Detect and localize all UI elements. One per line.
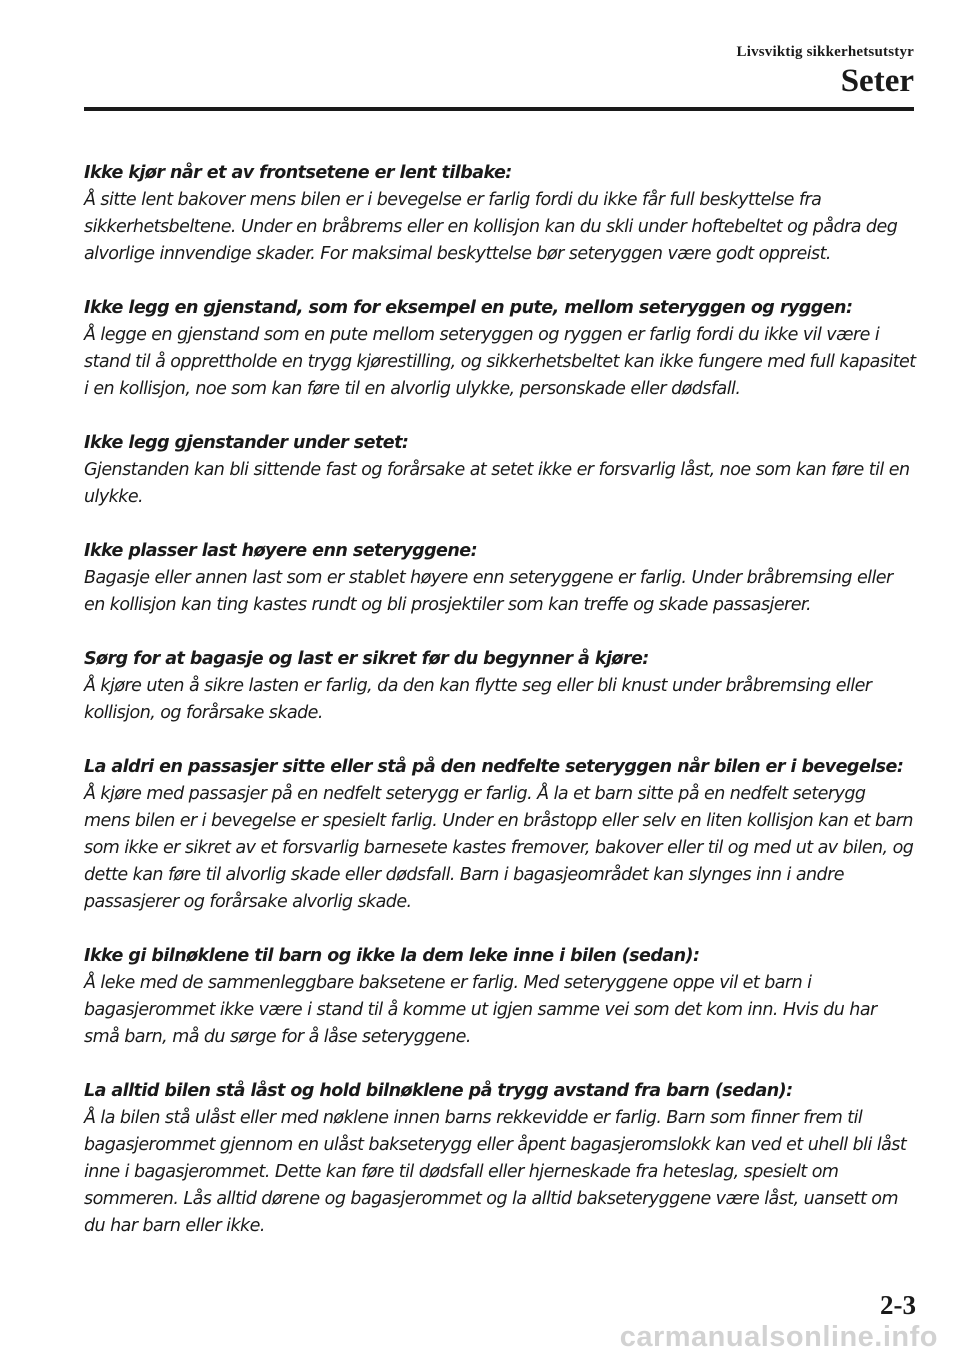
warning-body: Å kjøre med passasjer på en nedfelt seterygg er farlig. Å la et barn sitte på en nedfelt seterygg mens bilen er i bevegelse er spesielt farlig. Under en bråstopp eller selv en liten kollisjon kan et barn som ikke er sikret av et forsvarlig barnesete kastes fremover, bakover eller til og med ut av bilen, og dette kan føre til alvorlig skade eller dødsfall. Barn i bagasjeområdet kan slynges inn i andre passasjerer og forårsake alvorlig skade. — [84, 784, 914, 912]
warning-heading: Ikke legg en gjenstand, som for eksempel en pute, mellom seteryggen og ryggen: — [84, 298, 853, 318]
warning-item — [84, 1078, 916, 1240]
warning-heading: Ikke gi bilnøklene til barn og ikke la dem leke inne i bilen (sedan): — [84, 946, 700, 966]
warning-body: Å kjøre uten å sikre lasten er farlig, da den kan flytte seg eller bli knust under bråbremsing eller kollisjon, og forårsake skade. — [84, 676, 872, 723]
warning-heading: La aldri en passasjer sitte eller stå på den nedfelte seteryggen når bilen er i bevegelse: — [84, 757, 904, 777]
header-divider — [84, 107, 914, 111]
warning-item — [84, 295, 916, 403]
warning-item — [84, 754, 916, 916]
warning-item — [84, 160, 916, 268]
section-title: Seter — [840, 63, 914, 99]
warning-body: Å leke med de sammenleggbare baksetene er farlig. Med seteryggene oppe vil et barn i bagasjerommet ikke være i stand til å komme ut igjen samme vei som det kom inn. Hvis du har små barn, må du sørge for å låse seteryggene. — [84, 973, 877, 1047]
page-number: 2-3 — [880, 1290, 916, 1320]
page-header — [737, 44, 915, 100]
warning-item — [84, 943, 916, 1051]
warning-heading: Sørg for at bagasje og last er sikret før du begynner å kjøre: — [84, 649, 649, 669]
warning-body: Gjenstanden kan bli sittende fast og forårsake at setet ikke er forsvarlig låst, noe som kan føre til en ulykke. — [84, 460, 910, 507]
warning-body: Å la bilen stå ulåst eller med nøklene innen barns rekkevidde er farlig. Barn som finner frem til bagasjerommet gjennom en ulåst bakseterygg eller åpent bagasjeromslokk kan ved et uhell bli låst inne i bagasjerommet. Dette kan føre til dødsfall eller hjerneskade fra heteslag, spesielt om sommeren. Lås alltid dørene og bagasjerommet og la alltid bakseteryggene være låst, uansett om du har barn eller ikke. — [84, 1108, 907, 1236]
warning-heading: Ikke plasser last høyere enn seteryggene: — [84, 541, 478, 561]
warning-heading: Ikke kjør når et av frontsetene er lent tilbake: — [84, 163, 512, 183]
warning-heading: Ikke legg gjenstander under setet: — [84, 433, 409, 453]
chapter-label: Livsviktig sikkerhetsutstyr — [736, 44, 914, 60]
watermark: carmanualsonline.info — [619, 1321, 938, 1353]
warning-item — [84, 430, 916, 511]
warning-body: Bagasje eller annen last som er stablet høyere enn seteryggene er farlig. Under bråbremsing eller en kollisjon kan ting kastes rundt og bli prosjektiler som kan treffe og skade passasjerer. — [84, 568, 893, 615]
warning-body: Å legge en gjenstand som en pute mellom seteryggen og ryggen er farlig fordi du ikke vil være i stand til å opprettholde en trygg kjørestilling, og sikkerhetsbeltet kan ikke fungere med full kapasitet i en kollisjon, noe som kan føre til en alvorlig ulykke, personskade eller dødsfall. — [84, 325, 916, 399]
warning-heading: La alltid bilen stå låst og hold bilnøklene på trygg avstand fra barn (sedan): — [84, 1081, 793, 1101]
warning-item — [84, 538, 916, 619]
warning-body: Å sitte lent bakover mens bilen er i bevegelse er farlig fordi du ikke får full beskyttelse fra sikkerhetsbeltene. Under en bråbrems eller en kollisjon kan du skli under hoftebeltet og pådra deg alvorlige innvendige skader. For maksimal beskyttelse bør seteryggen være godt oppreist. — [84, 190, 898, 264]
warning-content — [84, 160, 916, 1267]
warning-item — [84, 646, 916, 727]
